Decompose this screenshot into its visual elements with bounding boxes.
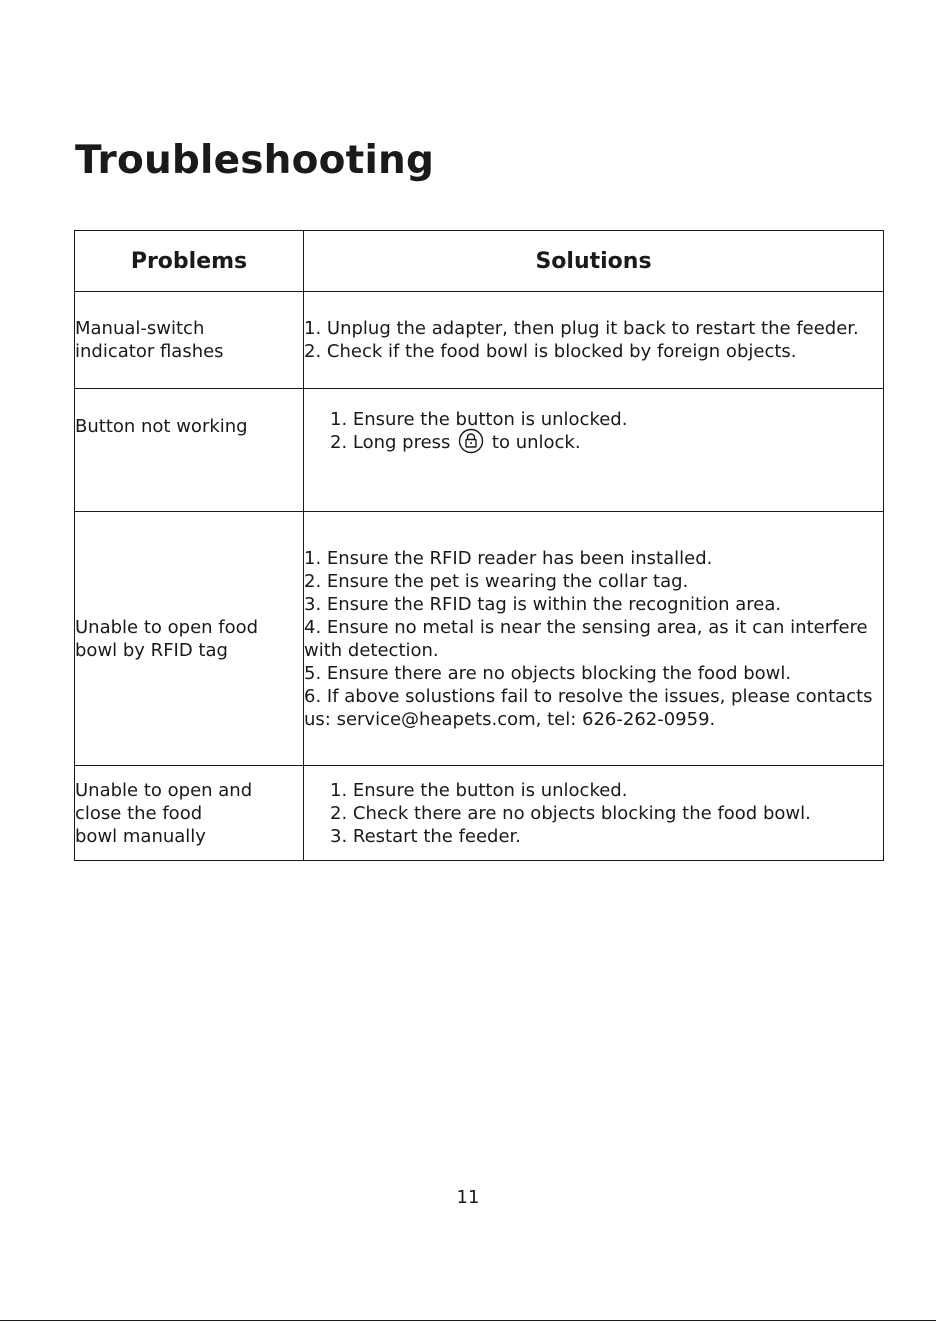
problem-cell bbox=[75, 512, 304, 766]
problem-text: close the food bbox=[75, 802, 203, 824]
solution-cell bbox=[304, 389, 884, 512]
problem-text: Manual-switch bbox=[75, 318, 205, 339]
page-number: 11 bbox=[456, 1187, 480, 1208]
problem-cell bbox=[75, 292, 304, 389]
solution-step: 2. Check there are no objects blocking the food bowl. bbox=[330, 802, 811, 824]
solution-cell bbox=[304, 292, 884, 389]
lock-icon bbox=[458, 428, 484, 454]
solution-step: 3. Ensure the RFID tag is within the recognition area. bbox=[304, 593, 782, 615]
page-title: Troubleshooting bbox=[75, 138, 435, 183]
solution-step: 4. Ensure no metal is near the sensing area, as it can interfere with detection. bbox=[304, 616, 868, 661]
solution-step: 6. If above solustions fail to resolve the issues, please contacts us: service@heapets.com, tel: 626-262-0959. bbox=[304, 685, 873, 730]
solution-step: 1. Ensure the button is unlocked. bbox=[330, 409, 628, 430]
solution-step: 5. Ensure there are no objects blocking the food bowl. bbox=[304, 662, 792, 684]
problem-text: Button not working bbox=[75, 416, 248, 437]
solutions-header: Solutions bbox=[304, 231, 884, 292]
problem-text: bowl manually bbox=[75, 825, 206, 847]
solution-cell bbox=[304, 512, 884, 766]
problem-cell bbox=[75, 766, 304, 861]
solution-step: 1. Unplug the adapter, then plug it back to restart the feeder. bbox=[304, 318, 859, 339]
solution-step: 2. Check if the food bowl is blocked by foreign objects. bbox=[304, 341, 797, 362]
solution-step bbox=[330, 431, 883, 454]
solution-step: 3. Restart the feeder. bbox=[330, 825, 522, 847]
problem-text: indicator flashes bbox=[75, 341, 224, 362]
problem-text: bowl by RFID tag bbox=[75, 639, 228, 661]
solution-cell bbox=[304, 766, 884, 861]
table-row bbox=[75, 292, 884, 389]
problems-header: Problems bbox=[75, 231, 304, 292]
solution-step: 1. Ensure the RFID reader has been installed. bbox=[304, 547, 713, 569]
solution-step-suffix: to unlock. bbox=[491, 432, 581, 453]
table-row bbox=[75, 512, 884, 766]
solution-step: 1. Ensure the button is unlocked. bbox=[330, 779, 628, 801]
table-header-row bbox=[75, 231, 884, 292]
problem-text: Unable to open and bbox=[75, 779, 253, 801]
problem-cell bbox=[75, 389, 304, 512]
problem-text: Unable to open food bbox=[75, 616, 259, 638]
troubleshooting-table bbox=[74, 230, 884, 861]
table-row bbox=[75, 389, 884, 512]
bottom-divider bbox=[0, 1320, 936, 1321]
solution-step-prefix: 2. Long press bbox=[330, 432, 451, 453]
solution-step: 2. Ensure the pet is wearing the collar tag. bbox=[304, 570, 689, 592]
table-row bbox=[75, 766, 884, 861]
